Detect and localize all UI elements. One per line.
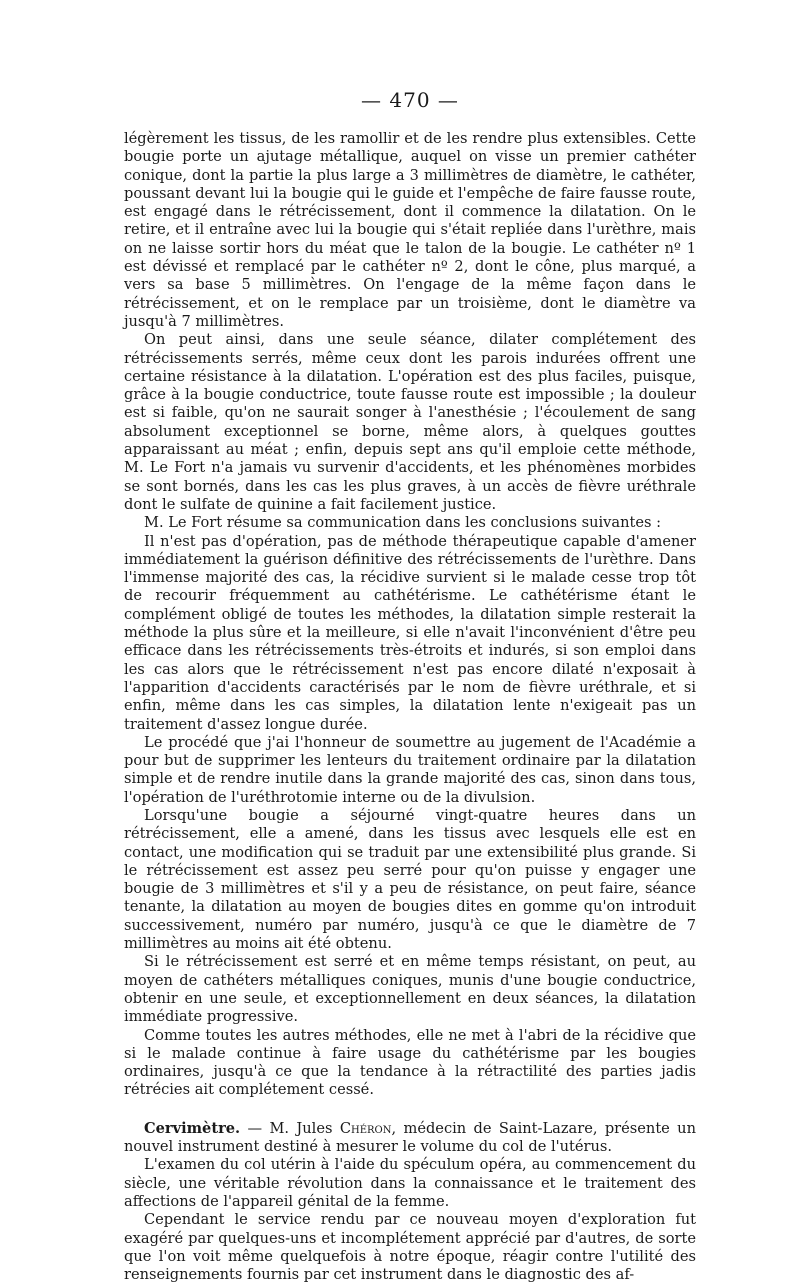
paragraph: L'examen du col utérin à l'aide du spéculum opéra, au commencement du siècle, une véritable révolution dans la connaissance et le traitement des affections de l'appareil génital de la femme.: [124, 1156, 696, 1210]
section-intro-rest: , médecin de Saint-Lazare, présente un nouvel instrument destiné à mesurer le volume du col de l'utérus.: [124, 1119, 696, 1156]
paragraph: M. Le Fort résume sa communication dans les conclusions suivantes :: [144, 514, 662, 532]
body-text: [124, 130, 696, 1284]
paragraph: Si le rétrécissement est serré et en même temps résistant, on peut, au moyen de cathéters métalliques coniques, munis d'une bougie conductrice, obtenir en une seule, et exceptionnellement en deux séances, la dilatation immédiate progressive.: [124, 953, 696, 1026]
section-intro: [124, 1120, 696, 1157]
paragraph: Cependant le service rendu par ce nouveau moyen d'exploration fut exagéré par quelques-uns et incomplétement apprécié par d'autres, de sorte que l'on voit même quelquefois à notre époque, réagir contre l'utilité des renseignements fournis par cet instrument dans le diagnostic des af-: [124, 1211, 696, 1284]
section-gap: [124, 1100, 696, 1120]
paragraph: légèrement les tissus, de les ramollir et de les rendre plus extensibles. Cette bougie porte un ajutage métallique, auquel on visse un premier cathéter conique, dont la partie la plus large a 3 millimètres de diamètre, le cathéter, poussant devant lui la bougie qui le guide et l'empêche de faire fausse route, est engagé dans le rétrécissement, dont il commence la dilatation. On le retire, et il entraîne avec lui la bougie qui s'était repliée dans l'urèthre, mais on ne laisse sortir hors du méat que le talon de la bougie. Le cathéter nº 1 est dévissé et remplacé par le cathéter nº 2, dont le cône, plus marqué, a vers sa base 5 millimètres. On l'engage de la même façon dans le rétrécissement, et on le remplace par un troisième, dont le diamètre va jusqu'à 7 millimètres.: [124, 130, 696, 330]
paragraph: Comme toutes les autres méthodes, elle ne met à l'abri de la récidive que si le malade continue à faire usage du cathétérisme par les bougies ordinaires, jusqu'à ce que la tendance à la rétractilité des parties jadis rétrécies ait complétement cessé.: [124, 1026, 696, 1099]
page-number: — 470 —: [361, 88, 459, 112]
paragraph: Le procédé que j'ai l'honneur de soumettre au jugement de l'Académie a pour but de supprimer les lenteurs du traitement ordinaire par la dilatation simple et de rendre inutile dans la grande majorité des cas, sinon dans tous, l'opération de l'uréthrotomie interne ou de la divulsion.: [124, 733, 696, 806]
paragraph: Lorsqu'une bougie a séjourné vingt-quatre heures dans un rétrécissement, elle a amené, dans les tissus avec lesquels elle est en contact, une modification qui se traduit par une extensibilité plus grande. Si le rétrécissement est assez peu serré pour qu'on puisse y engager une bougie de 3 millimètres et s'il y a peu de résistance, on peut faire, séance tenante, la dilatation au moyen de bougies dites en gomme qu'on introduit successivement, numéro par numéro, jusqu'à ce que le diamètre de 7 millimètres au moins ait été obtenu.: [124, 806, 696, 953]
paragraph: Il n'est pas d'opération, pas de méthode thérapeutique capable d'amener immédiatement la guérison définitive des rétrécissements de l'urèthre. Dans l'immense majorité des cas, la récidive survient si le malade cesse trop tôt de recourir fréquemment au cathétérisme. Le cathétérisme étant le complément obligé de toutes les méthodes, la dilatation simple resterait la méthode la plus sûre et la meilleure, si elle n'avait l'inconvénient d'être peu efficace dans les rétrécissements très-étroits et indurés, si son emploi dans les cas alors que le rétrécissement n'est pas encore dilaté n'exposait à l'apparition d'accidents caractérisés par le nom de fièvre uréthrale, et si enfin, même dans les cas simples, la dilatation lente n'exigeait pas un traitement d'assez longue durée.: [124, 532, 696, 733]
section-author: Chéron: [339, 1119, 392, 1137]
section-dash: — M. Jules: [240, 1119, 340, 1137]
paragraph: On peut ainsi, dans une seule séance, dilater complétement des rétrécissements serrés, même ceux dont les parois indurées offrent une certaine résistance à la dilatation. L'opération est des plus faciles, puisque, grâce à la bougie conductrice, toute fausse route est impossible ; la douleur est si faible, qu'on ne saurait songer à l'anesthésie ; l'écoulement de sang absolument exceptionnel se borne, même alors, à quelques gouttes apparaissant au méat ; enfin, depuis sept ans qu'il emploie cette méthode, M. Le Fort n'a jamais vu survenir d'accidents, et les phénomènes morbides se sont bornés, dans les cas les plus graves, à un accès de fièvre uréthrale dont le sulfate de quinine a fait facilement justice.: [124, 331, 696, 513]
section-heading: Cervimètre.: [144, 1119, 241, 1137]
